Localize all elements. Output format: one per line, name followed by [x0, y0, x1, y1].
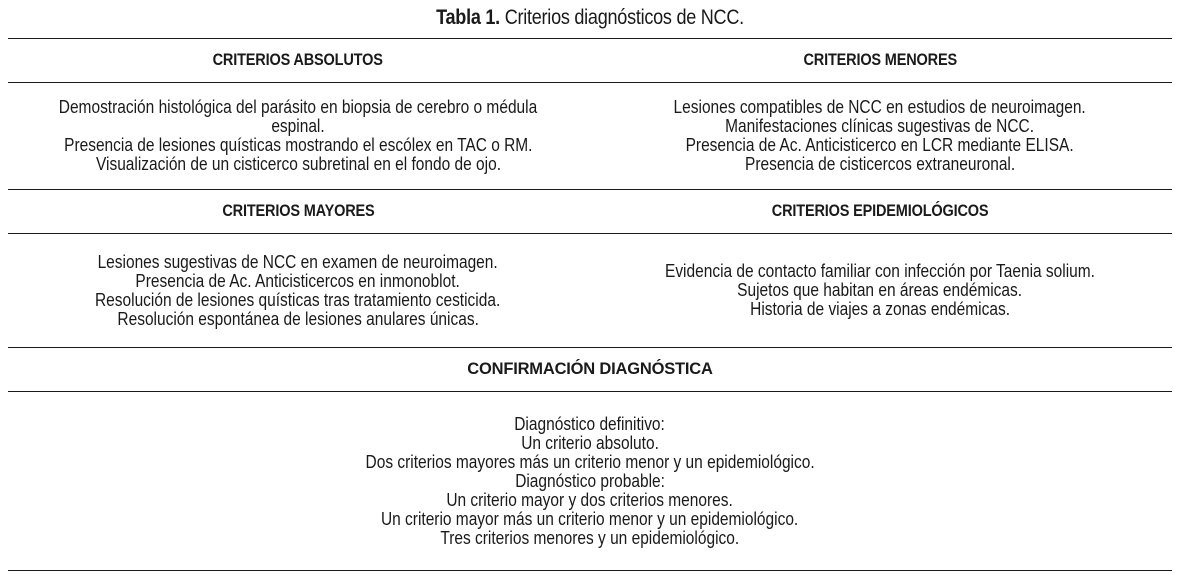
- body-row-1: [8, 83, 1172, 189]
- header-menores: CRITERIOS MENORES: [803, 51, 957, 69]
- confirmacion-line: Tres criterios menores y un epidemiológico.: [440, 527, 740, 548]
- header-confirmacion: CONFIRMACIÓN DIAGNÓSTICA: [467, 360, 713, 378]
- epidemiologicos-line: Sujetos que habitan en áreas endémicas.: [737, 280, 1023, 300]
- mayores-line: Resolución de lesiones quísticas tras tratamiento cesticida.: [95, 289, 501, 310]
- cell-menores: [588, 83, 1172, 189]
- header-row-1: [8, 39, 1172, 82]
- menores-line: Presencia de cisticercos extraneuronal.: [744, 154, 1016, 174]
- cell-mayores: [8, 234, 588, 347]
- table-rule-bottom: [8, 570, 1172, 571]
- confirmacion-line: Un criterio mayor y dos criterios menores.: [446, 489, 734, 510]
- table-caption-text: Criterios diagnósticos de NCC.: [504, 6, 744, 29]
- cell-epidemiologicos: [588, 234, 1172, 347]
- confirmacion-line: Un criterio absoluto.: [521, 432, 659, 453]
- absolutos-line: Demostración histológica del parásito en biopsia de cerebro o médula espinal.: [58, 97, 538, 136]
- menores-line: Manifestaciones clínicas sugestivas de NCC.: [725, 116, 1035, 136]
- menores-line: Presencia de Ac. Anticisticerco en LCR mediante ELISA.: [685, 135, 1075, 155]
- table-caption-label: Tabla 1.: [436, 6, 500, 29]
- table-caption: [83, 0, 1098, 36]
- confirmacion-line: Diagnóstico definitivo:: [514, 413, 666, 434]
- confirmacion-line: Dos criterios mayores más un criterio menor y un epidemiológico.: [365, 451, 815, 472]
- header-epidemiologicos: CRITERIOS EPIDEMIOLÓGICOS: [771, 202, 989, 220]
- absolutos-line: Presencia de lesiones quísticas mostrando el escólex en TAC o RM.: [63, 135, 533, 155]
- menores-line: Lesiones compatibles de NCC en estudios de neuroimagen.: [673, 97, 1087, 117]
- absolutos-line: Visualización de un cisticerco subretinal en el fondo de ojo.: [95, 154, 501, 174]
- epidemiologicos-line: Historia de viajes a zonas endémicas.: [750, 299, 1010, 319]
- criteria-table: [8, 38, 1172, 571]
- cell-confirmacion: [8, 392, 1172, 570]
- header-absolutos: CRITERIOS ABSOLUTOS: [212, 51, 384, 69]
- mayores-line: Presencia de Ac. Anticisticercos en inmonoblot.: [135, 270, 461, 291]
- header-mayores: CRITERIOS MAYORES: [221, 202, 375, 220]
- epidemiologicos-line: Evidencia de contacto familiar con infección por Taenia solium.: [665, 261, 1095, 281]
- header-row-2: [8, 190, 1172, 233]
- confirmacion-line: Un criterio mayor más un criterio menor y un epidemiológico.: [381, 508, 799, 529]
- mayores-line: Lesiones sugestivas de NCC en examen de neuroimagen.: [97, 251, 499, 272]
- body-row-2: [8, 234, 1172, 347]
- cell-absolutos: [8, 83, 588, 189]
- confirmacion-line: Diagnóstico probable:: [515, 470, 665, 491]
- mayores-line: Resolución espontánea de lesiones anulares únicas.: [117, 308, 479, 329]
